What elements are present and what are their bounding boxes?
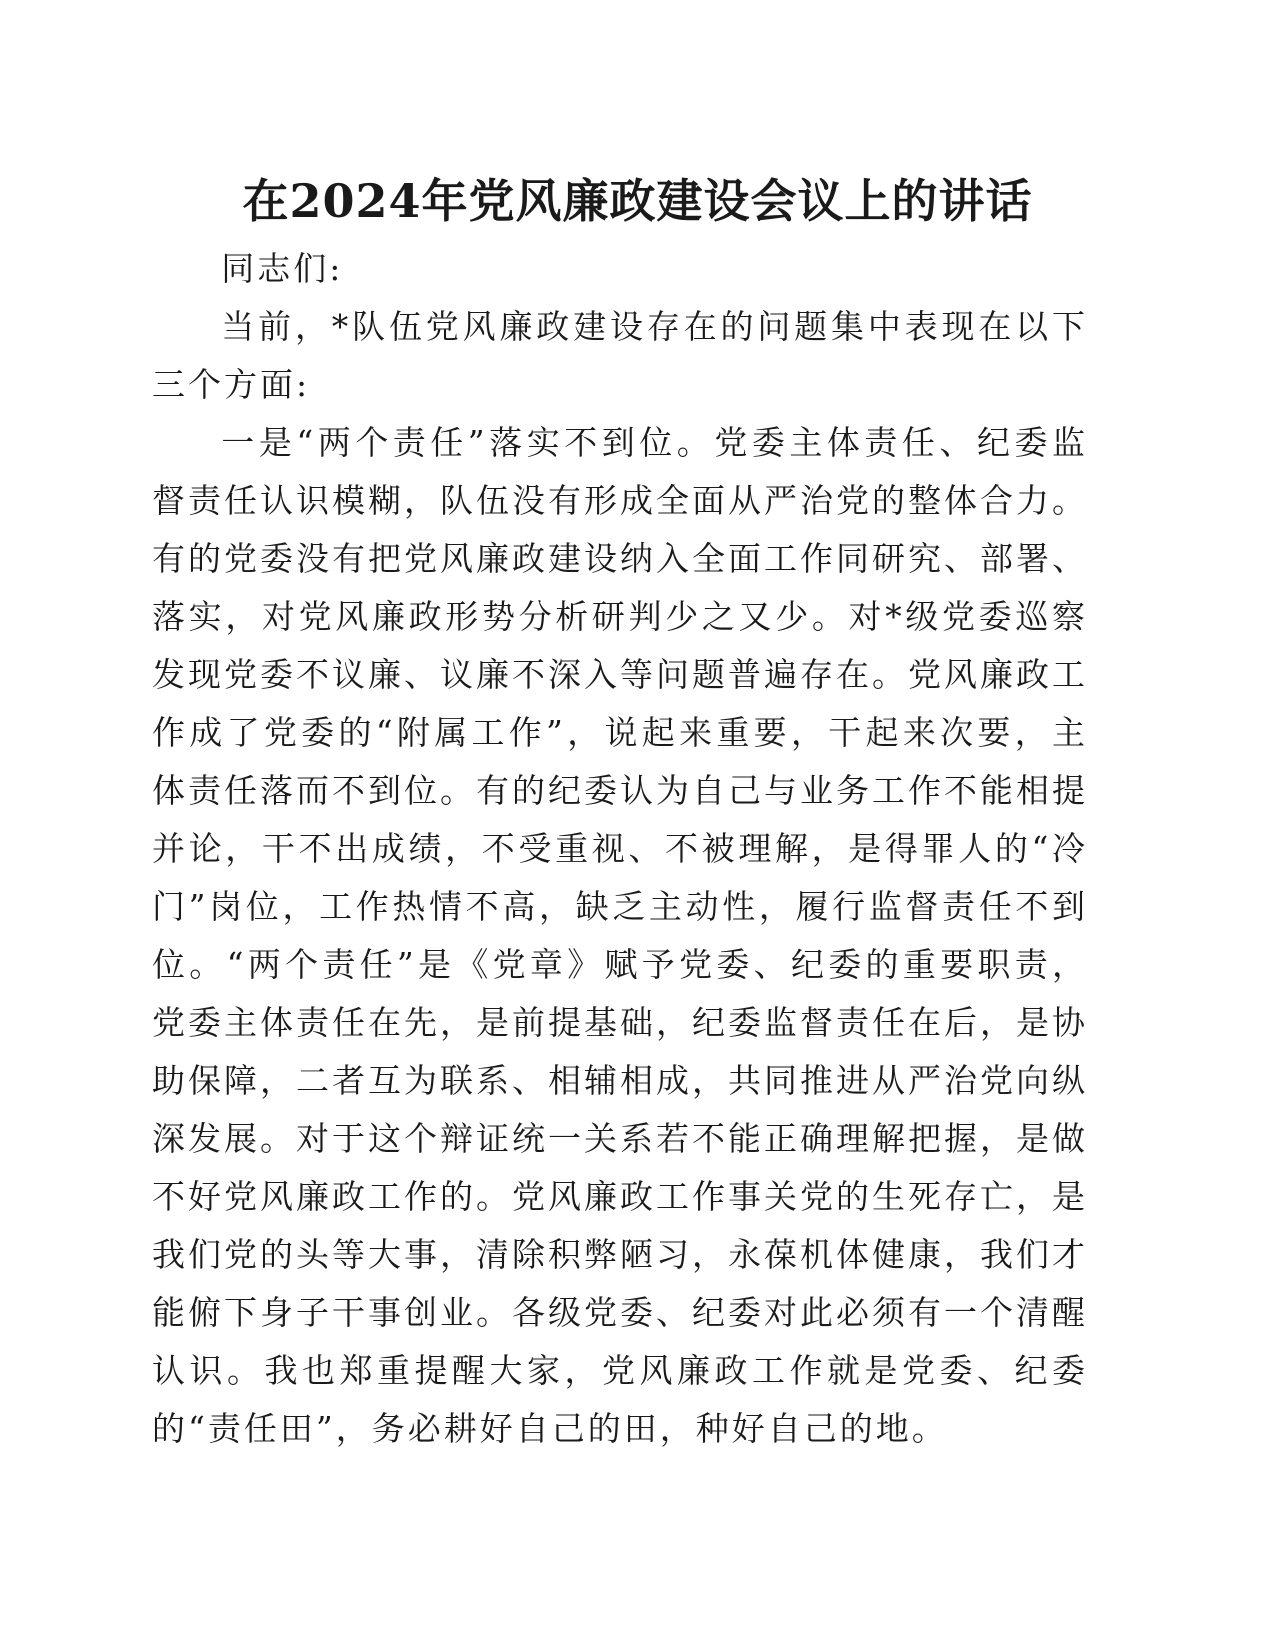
first-issue-paragraph: 一是“两个责任”落实不到位。党委主体责任、纪委监督责任认识模糊，队伍没有形成全面从严治党的整体合力。有的党委没有把党风廉政建设纳入全面工作同研究、部署、落实，对党风廉政形势分析研判少之又少。对*级党委巡察发现党委不议廉、议廉不深入等问题普遍存在。党风廉政工作成了党委的“附属工作”，说起来重要，干起来次要，主体责任落而不到位。有的纪委认为自己与业务工作不能相提并论，干不出成绩，不受重视、不被理解，是得罪人的“冷门”岗位，工作热情不高，缺乏主动性，履行监督责任不到位。“两个责任”是《党章》赋予党委、纪委的重要职责，党委主体责任在先，是前提基础，纪委监督责任在后，是协助保障，二者互为联系、相辅相成，共同推进从严治党向纵深发展。对于这个辩证统一关系若不能正确理解把握，是做不好党风廉政工作的。党风廉政工作事关党的生死存亡，是我们党的头等大事，清除积弊陋习，永葆机体健康，我们才能俯下身子干事创业。各级党委、纪委对此必须有一个清醒认识。我也郑重提醒大家，党风廉政工作就是党委、纪委的“责任田”，务必耕好自己的田，种好自己的地。: [152, 423, 1088, 1448]
document-title: 在2024年党风廉政建设会议上的讲话: [242, 174, 1033, 228]
intro-paragraph: 当前，*队伍党风廉政建设存在的问题集中表现在以下三个方面:: [152, 307, 1088, 404]
document-body: [152, 240, 1088, 1458]
salutation-paragraph: 同志们:: [221, 249, 344, 288]
